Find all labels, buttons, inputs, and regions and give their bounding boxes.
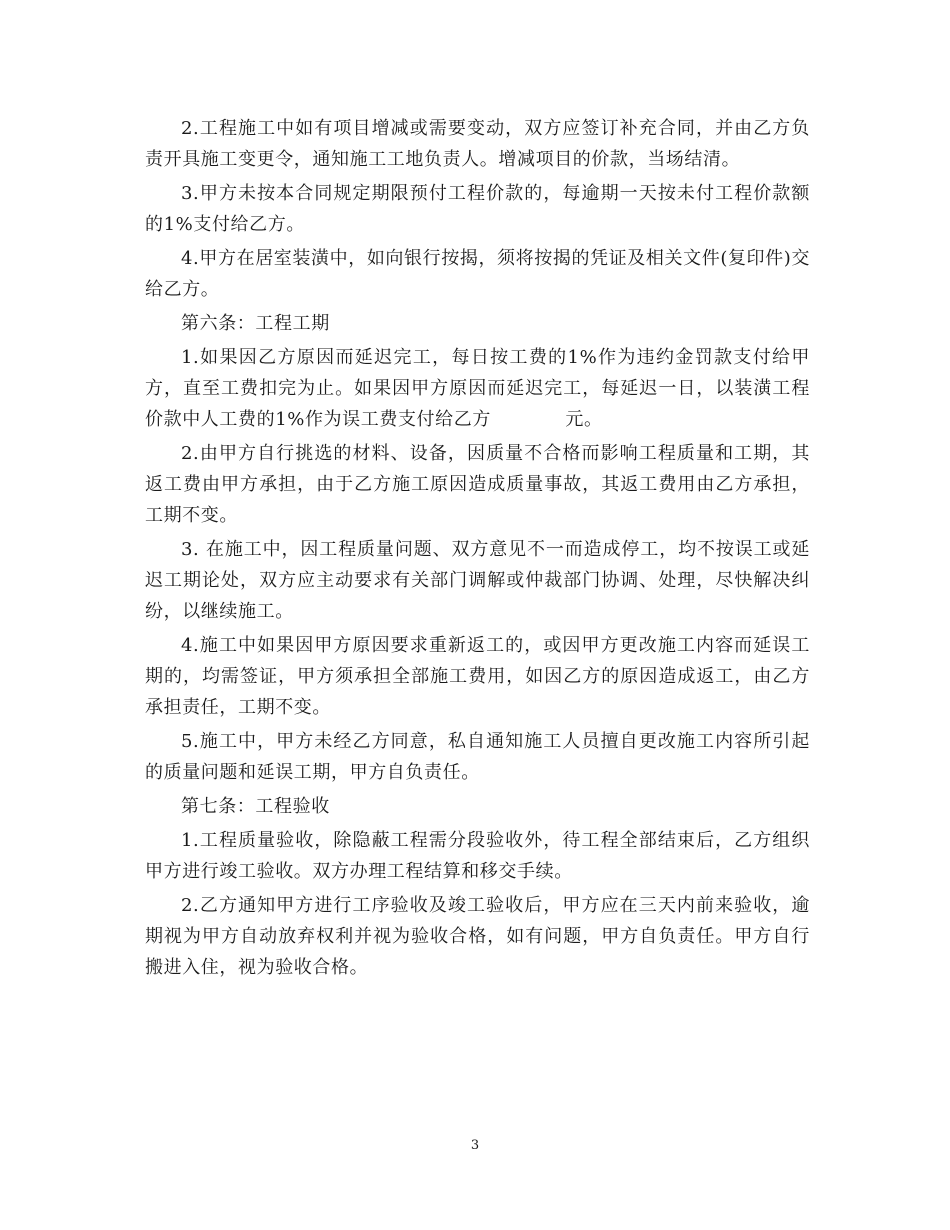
paragraph-article-7-item-1: 1.工程质量验收，除隐蔽工程需分段验收外，待工程全部结束后，乙方组织甲方进行竣工验收。双方办理工程结算和移交手续。 [145, 830, 810, 882]
paragraph-clause-2: 2.工程施工中如有项目增减或需要变动，双方应签订补充合同，并由乙方负责开具施工变更令，通知施工工地负责人。增减项目的价款，当场结清。 [145, 118, 810, 170]
paragraph-clause-3: 3.甲方未按本合同规定期限预付工程价款的，每逾期一天按未付工程价款额的1%支付给乙方。 [145, 183, 810, 235]
contract-body [145, 113, 810, 986]
section-heading-article-7: 第七条：工程验收 [181, 796, 330, 817]
paragraph-article-6-item-1: 1.如果因乙方原因而延迟完工，每日按工费的1%作为违约金罚款支付给甲方，直至工费扣完为止。如果因甲方原因而延迟完工，每延迟一日，以装潢工程价款中人工费的1%作为误工费支付给乙方 元。 [145, 347, 810, 430]
paragraph-article-7-item-2: 2.乙方通知甲方进行工序验收及竣工验收后，甲方应在三天内前来验收，逾期视为甲方自动放弃权利并视为验收合格，如有问题，甲方自负责任。甲方自行搬进入住，视为验收合格。 [145, 895, 810, 978]
paragraph-clause-4: 4.甲方在居室装潢中，如向银行按揭，须将按揭的凭证及相关文件(复印件)交给乙方。 [145, 248, 810, 300]
paragraph-article-6-item-3: 3. 在施工中，因工程质量问题、双方意见不一而造成停工，均不按误工或延迟工期论处，双方应主动要求有关部门调解或仲裁部门协调、处理，尽快解决纠纷，以继续施工。 [145, 539, 810, 622]
paragraph-article-6-item-5: 5.施工中，甲方未经乙方同意，私自通知施工人员擅自更改施工内容所引起的质量问题和延误工期，甲方自负责任。 [145, 731, 810, 783]
page-number: 3 [470, 1138, 480, 1153]
paragraph-article-6-item-4: 4.施工中如果因甲方原因要求重新返工的，或因甲方更改施工内容而延误工期的，均需签证，甲方须承担全部施工费用，如因乙方的原因造成返工，由乙方承担责任，工期不变。 [145, 635, 810, 718]
paragraph-article-6-item-2: 2.由甲方自行挑选的材料、设备，因质量不合格而影响工程质量和工期，其返工费由甲方承担，由于乙方施工原因造成质量事故，其返工费用由乙方承担，工期不变。 [145, 443, 810, 526]
section-heading-article-6: 第六条：工程工期 [181, 313, 330, 334]
